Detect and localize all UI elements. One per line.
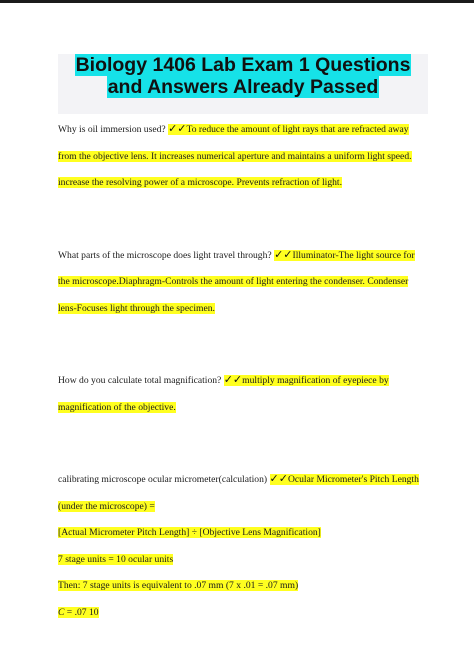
- qa-calibration-head: [58, 466, 428, 520]
- double-check-icon: ✓✓: [269, 473, 288, 485]
- document-title: Biology 1406 Lab Exam 1 Questions and Answers Already Passed: [75, 54, 411, 98]
- qa-item-total-magnification: [58, 367, 428, 421]
- calibration-line-3: Then: 7 stage units is equivalent to .07 mm (7 x .01 = .07 mm): [58, 580, 299, 591]
- question-text: calibrating microscope ocular micrometer(calculation): [58, 474, 268, 485]
- question-text: Why is oil immersion used?: [58, 124, 166, 135]
- document-body: [58, 116, 428, 626]
- top-rule: [0, 0, 474, 3]
- qa-item-oil-immersion: [58, 116, 428, 197]
- calibration-line-2: 7 stage units = 10 ocular units: [58, 553, 174, 565]
- question-text: How do you calculate total magnification?: [58, 375, 222, 386]
- double-check-icon: ✓✓: [274, 248, 293, 261]
- answer-text: Illuminator-The light source for the microscope.Diaphragm-Controls the amount of light entering the condenser. Condenser lens-Focuses light through the specimen.: [58, 249, 415, 314]
- question-text: What parts of the microscope does light travel through?: [58, 249, 272, 261]
- double-check-icon: ✓✓: [168, 123, 187, 135]
- formula-variable: C: [58, 606, 65, 618]
- answer-text: Ocular Micrometer's Pitch Length (under the microscope) =: [58, 474, 419, 512]
- title-block: [58, 54, 428, 114]
- calibration-formula: [58, 600, 428, 627]
- qa-item-calibration: [58, 466, 428, 626]
- answer-text: multiply magnification of eyepiece by magnification of the objective.: [58, 375, 389, 413]
- double-check-icon: ✓✓: [223, 374, 243, 386]
- formula-value: = .07 10: [64, 606, 99, 618]
- calibration-line-1: [Actual Micrometer Pitch Length] ÷ [Objective Lens Magnification]: [58, 527, 321, 538]
- qa-item-light-path: [58, 242, 428, 323]
- answer-text: To reduce the amount of light rays that are refracted away from the objective lens. It increases numerical aperture and maintains a uniform light speed. increase the resolving power of a microscope. Prevents refraction of light.: [58, 124, 412, 188]
